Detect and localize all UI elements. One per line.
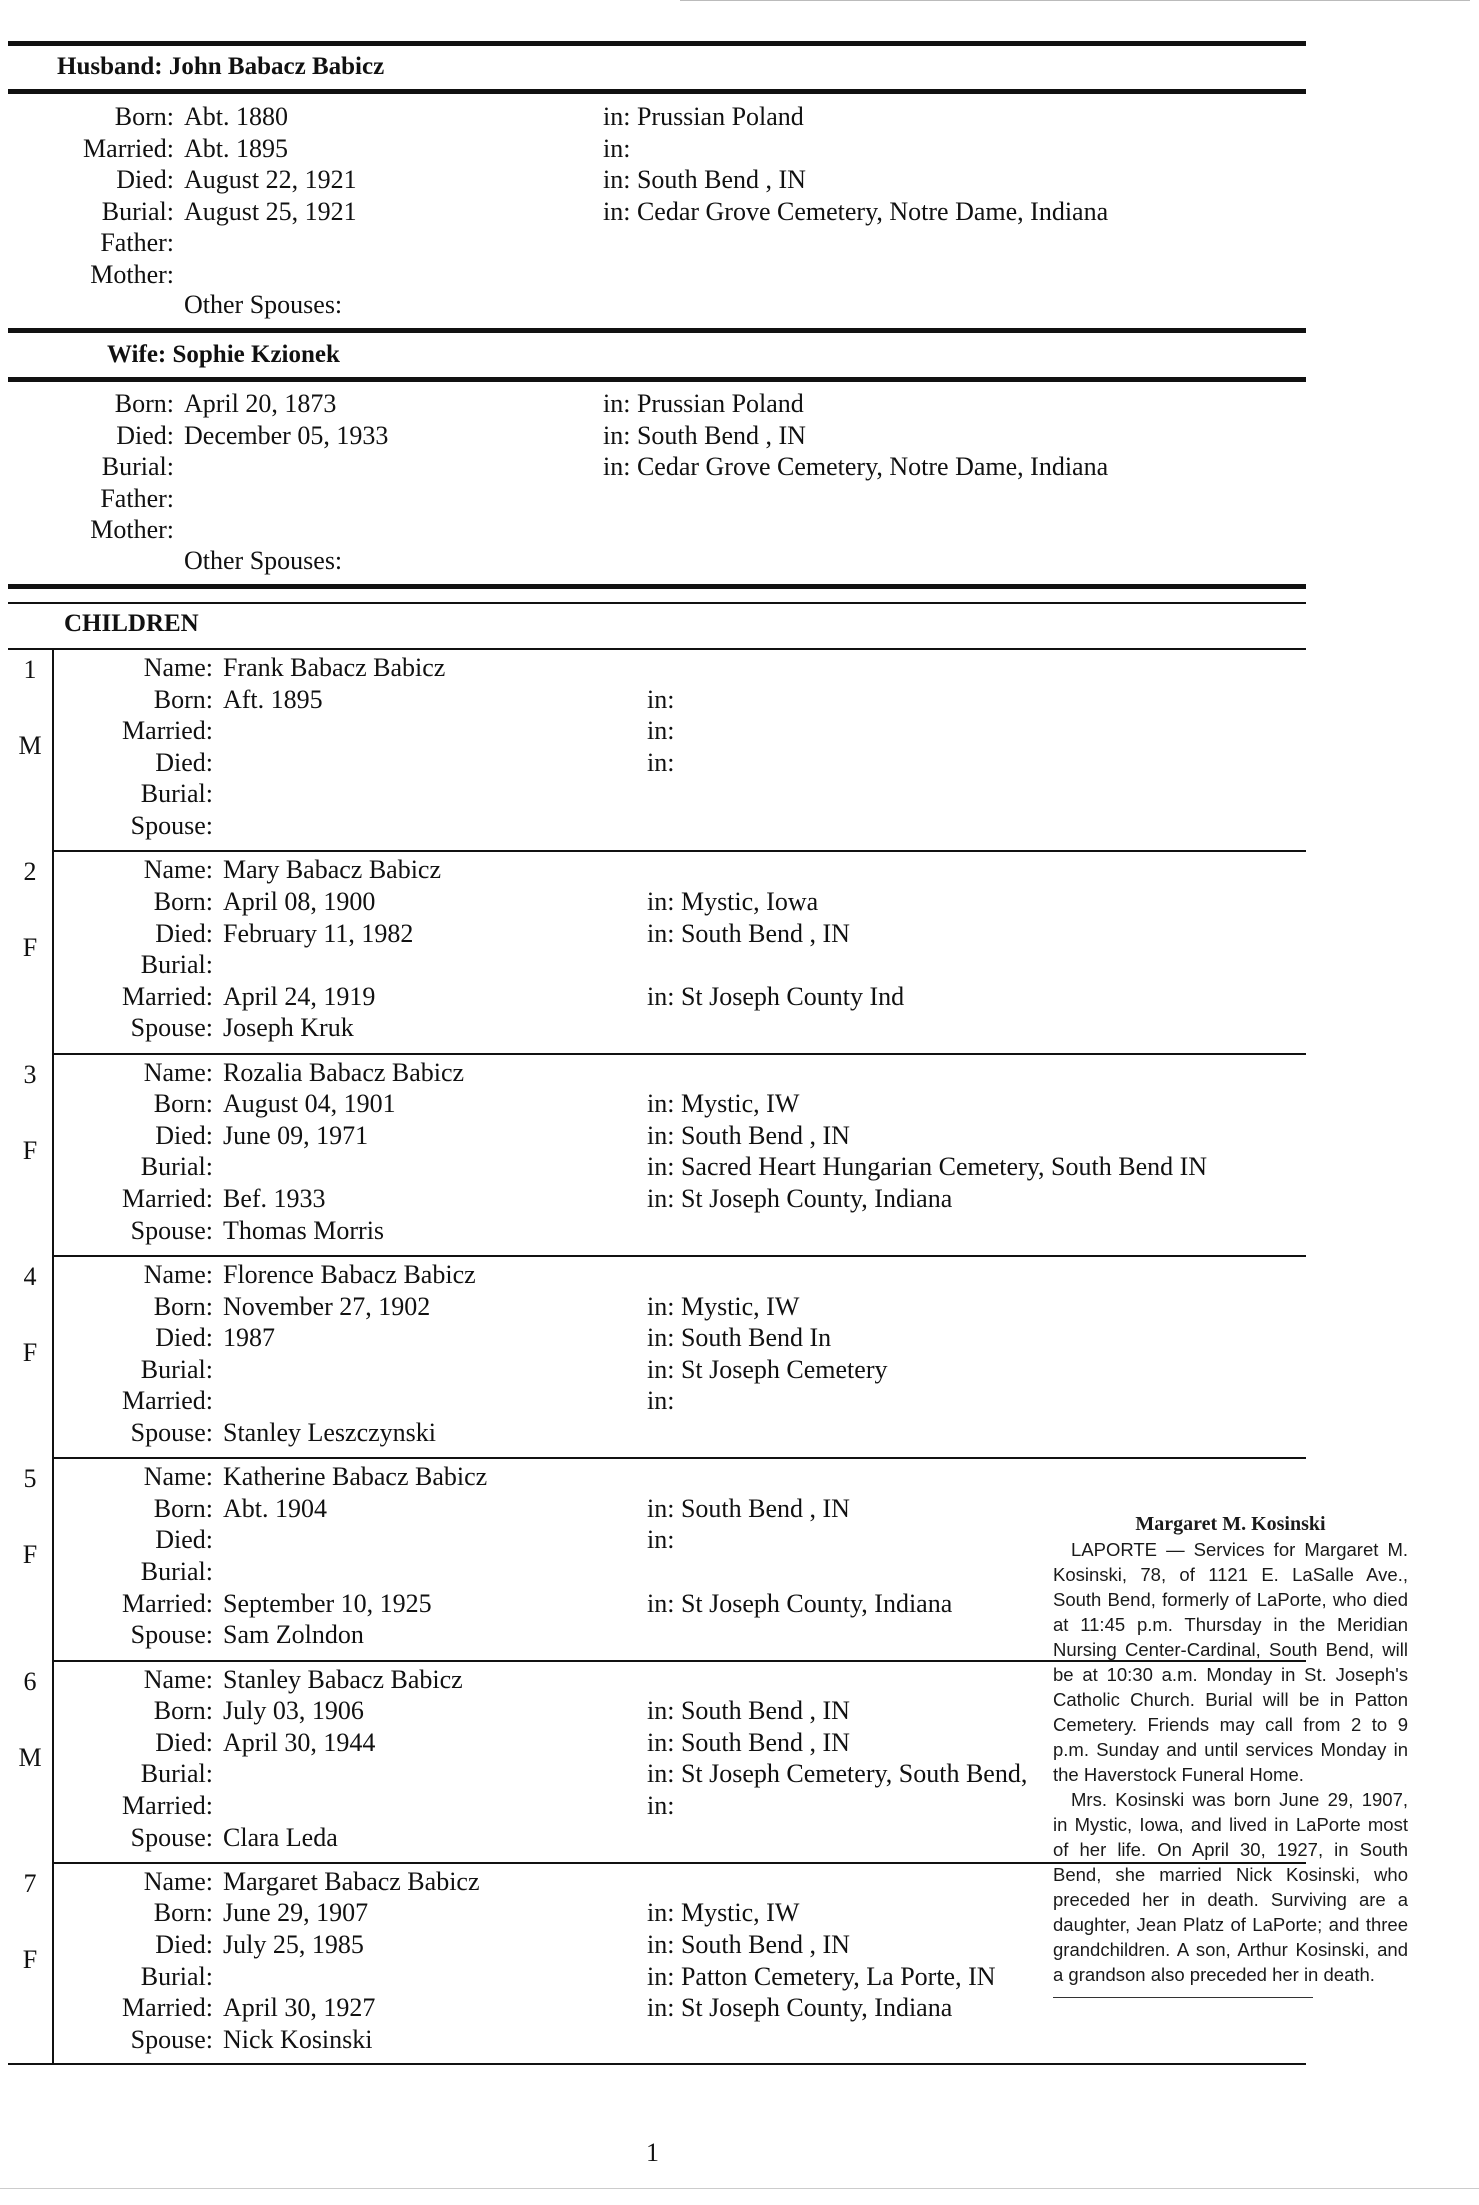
rule (8, 377, 1306, 382)
fact-value: April 30, 1944 (223, 1727, 376, 1757)
fact-label: Name: (143, 1259, 213, 1289)
child-sex: F (22, 1135, 38, 1165)
children-heading: CHILDREN (64, 610, 199, 637)
fact-value: August 25, 1921 (184, 196, 357, 226)
fact-label: Burial: (140, 779, 213, 809)
rule (8, 648, 1306, 650)
fact-value: April 30, 1927 (223, 1993, 376, 2023)
fact-value: Abt. 1895 (184, 133, 288, 163)
fact-place: in: Cedar Grove Cemetery, Notre Dame, Indiana (603, 196, 1109, 226)
fact-label: Father: (100, 228, 174, 257)
obituary-paragraph: Mrs. Kosinski was born June 29, 1907, in Mystic, Iowa, and lived in LaPorte most of her life. On April 30, 1927, in South Bend, she married Nick Kosinski, who preceded her in death. Surviving are a daughter, Jean Platz of LaPorte; and three grandchildren. A son, Arthur Kosinski, and a grandson also preceded her in death. (1053, 1789, 1408, 1985)
fact-place: in: (647, 716, 675, 746)
child-number: 4 (23, 1261, 37, 1291)
fact-value: April 24, 1919 (223, 981, 376, 1011)
fact-value: August 22, 1921 (184, 165, 357, 194)
fact-value: Thomas Morris (223, 1215, 385, 1245)
fact-value: Rozalia Babacz Babicz (223, 1057, 465, 1087)
child-separator (53, 1255, 1306, 1257)
fact-place: in: South Bend In (647, 1323, 832, 1353)
fact-value: Florence Babacz Babicz (223, 1259, 476, 1289)
fact-value: Clara Leda (223, 1822, 338, 1852)
child-number: 2 (23, 857, 37, 887)
fact-value: April 20, 1873 (184, 389, 337, 418)
fact-place: in: St Joseph Cemetery, South Bend, (647, 1759, 1028, 1789)
child-sex: F (22, 933, 38, 963)
fact-value: Aft. 1895 (223, 684, 323, 714)
child-sex: F (22, 1337, 38, 1367)
fact-label: Burial: (140, 1557, 213, 1586)
fact-place: in: Mystic, Iowa (647, 886, 819, 916)
child-number: 7 (23, 1868, 37, 1898)
fact-value: Stanley Leszczynski (223, 1417, 436, 1447)
fact-label: Spouse: (130, 2024, 213, 2054)
child-number: 1 (23, 655, 37, 684)
clipping-edge (1053, 1997, 1313, 1998)
fact-value: Stanley Babacz Babicz (223, 1664, 463, 1694)
fact-value: Katherine Babacz Babicz (223, 1462, 488, 1492)
fact-place: in: South Bend , IN (603, 420, 806, 450)
fact-place: in: (647, 684, 675, 714)
fact-label: Father: (100, 483, 174, 513)
fact-value: Abt. 1880 (184, 102, 288, 131)
fact-value: February 11, 1982 (223, 918, 414, 948)
fact-place: in: St Joseph County, Indiana (647, 1588, 953, 1618)
child-sex: F (22, 1540, 38, 1570)
fact-value: Joseph Kruk (223, 1013, 354, 1043)
fact-place: in: St Joseph Cemetery (647, 1354, 888, 1384)
fact-value: 1987 (223, 1323, 275, 1353)
fact-label: Spouse: (130, 1013, 213, 1043)
other-spouses-label: Other Spouses: (184, 290, 343, 319)
fact-place: in: South Bend , IN (647, 1120, 850, 1150)
fact-place: in: Patton Cemetery, La Porte, IN (647, 1961, 996, 1991)
fact-label: Spouse: (130, 811, 213, 840)
fact-place: in: St Joseph County, Indiana (647, 1993, 953, 2023)
wife-heading: Wife: Sophie Kzionek (107, 341, 340, 368)
fact-place: in: St Joseph County Ind (647, 981, 905, 1011)
fact-label: Spouse: (130, 1822, 213, 1852)
fact-label: Burial: (140, 1961, 213, 1991)
child-separator (53, 850, 1306, 852)
fact-label: Name: (143, 855, 213, 885)
fact-label: Married: (122, 1993, 213, 2023)
fact-place: in: South Bend , IN (647, 1696, 850, 1726)
child-sex: M (18, 1742, 42, 1772)
fact-label: Died: (155, 1120, 213, 1150)
fact-value: June 29, 1907 (223, 1898, 369, 1928)
fact-value: April 08, 1900 (223, 886, 376, 916)
fact-label: Married: (122, 716, 213, 746)
fact-label: Name: (143, 653, 213, 682)
fact-label: Died: (155, 747, 213, 777)
scan-edge (0, 2188, 1479, 2189)
fact-label: Burial: (140, 950, 213, 980)
fact-label: Mother: (90, 515, 174, 544)
child-separator (53, 1053, 1306, 1055)
fact-label: Born: (153, 1493, 213, 1523)
fact-label: Spouse: (130, 1620, 213, 1650)
fact-label: Burial: (140, 1152, 213, 1182)
fact-label: Died: (155, 918, 213, 948)
fact-label: Married: (122, 1588, 213, 1618)
fact-place: in: (647, 747, 675, 777)
fact-place: in: Prussian Poland (603, 102, 804, 131)
fact-place: in: South Bend , IN (647, 1930, 850, 1959)
fact-label: Born: (153, 1898, 213, 1928)
fact-label: Married: (122, 1386, 213, 1416)
rule (8, 2063, 1306, 2065)
fact-label: Born: (153, 1291, 213, 1321)
fact-value: Nick Kosinski (223, 2024, 373, 2054)
scan-edge (680, 0, 1470, 1)
fact-value: September 10, 1925 (223, 1588, 432, 1618)
fact-label: Name: (143, 1866, 213, 1896)
fact-label: Died: (116, 420, 174, 450)
obituary-paragraph: LAPORTE — Services for Margaret M. Kosinski, 78, of 1121 E. LaSalle Ave., South Bend, formerly of LaPorte, who died at 11:45 p.m. Thursday in the Meridian Nursing Center-Cardinal, South Bend, will be at 10:30 a.m. Monday in St. Joseph's Catholic Church. Burial will be in Patton Cemetery. Friends may call from 2 to 9 p.m. Sunday and until services Monday in the Haverstock Funeral Home. (1053, 1539, 1408, 1785)
fact-value: November 27, 1902 (223, 1291, 431, 1321)
fact-label: Died: (155, 1930, 213, 1959)
fact-label: Born: (153, 684, 213, 714)
fact-label: Born: (153, 1696, 213, 1726)
child-sex: M (18, 731, 42, 760)
fact-label: Spouse: (130, 1215, 213, 1245)
fact-place: in: Mystic, IW (647, 1089, 800, 1119)
fact-value: August 04, 1901 (223, 1089, 396, 1119)
fact-label: Born: (153, 1089, 213, 1119)
rule (8, 328, 1306, 333)
fact-place: in: South Bend , IN (603, 165, 806, 194)
fact-label: Married: (83, 133, 174, 163)
fact-place: in: (603, 133, 631, 163)
fact-label: Name: (143, 1664, 213, 1694)
fact-label: Name: (143, 1462, 213, 1492)
children-number-column-rule (52, 649, 54, 2063)
other-spouses-label: Other Spouses: (184, 546, 343, 575)
fact-label: Born: (114, 389, 174, 418)
fact-place: in: Prussian Poland (603, 389, 804, 418)
obituary-clipping (1053, 1512, 1408, 1998)
fact-place: in: Cedar Grove Cemetery, Notre Dame, Indiana (603, 452, 1109, 481)
fact-place: in: South Bend , IN (647, 1727, 850, 1757)
page-number: 1 (646, 2138, 659, 2167)
child-number: 6 (23, 1666, 37, 1696)
fact-place: in: South Bend , IN (647, 918, 850, 948)
fact-label: Died: (155, 1525, 213, 1555)
fact-value: July 25, 1985 (223, 1930, 364, 1959)
child-sex: F (22, 1944, 38, 1974)
fact-place: in: (647, 1525, 675, 1555)
fact-label: Married: (122, 981, 213, 1011)
fact-place: in: Mystic, IW (647, 1291, 800, 1321)
fact-label: Born: (114, 102, 174, 131)
fact-label: Born: (153, 886, 213, 916)
fact-value: Abt. 1904 (223, 1493, 327, 1523)
fact-label: Died: (155, 1727, 213, 1757)
child-separator (53, 1457, 1306, 1459)
fact-value: Sam Zolndon (223, 1620, 364, 1650)
fact-label: Died: (116, 165, 174, 194)
fact-value: Mary Babacz Babicz (223, 855, 442, 885)
fact-value: Bef. 1933 (223, 1184, 326, 1213)
fact-place: in: Sacred Heart Hungarian Cemetery, South Bend IN (647, 1152, 1208, 1182)
obituary-title: Margaret M. Kosinski (1135, 1513, 1326, 1535)
fact-place: in: (647, 1386, 675, 1416)
fact-place: in: St Joseph County, Indiana (647, 1184, 953, 1213)
fact-label: Burial: (101, 196, 174, 226)
husband-heading: Husband: John Babacz Babicz (57, 53, 385, 80)
child-number: 5 (23, 1464, 37, 1494)
fact-label: Burial: (101, 452, 174, 481)
fact-label: Burial: (140, 1759, 213, 1789)
fact-label: Married: (122, 1790, 213, 1820)
rule (8, 89, 1306, 94)
fact-value: June 09, 1971 (223, 1120, 369, 1150)
fact-place: in: (647, 1790, 675, 1820)
fact-place: in: South Bend , IN (647, 1493, 850, 1523)
rule (8, 584, 1306, 589)
fact-value: Margaret Babacz Babicz (223, 1866, 480, 1896)
child-number: 3 (23, 1059, 37, 1089)
fact-label: Died: (155, 1323, 213, 1353)
fact-value: December 05, 1933 (184, 420, 389, 450)
fact-label: Burial: (140, 1354, 213, 1384)
fact-label: Mother: (90, 259, 174, 289)
rule (8, 602, 1306, 604)
fact-label: Spouse: (130, 1417, 213, 1447)
fact-label: Married: (122, 1184, 213, 1213)
fact-label: Name: (143, 1057, 213, 1087)
fact-value: July 03, 1906 (223, 1696, 364, 1726)
fact-value: Frank Babacz Babicz (223, 653, 446, 682)
fact-place: in: Mystic, IW (647, 1898, 800, 1928)
rule (8, 41, 1306, 46)
